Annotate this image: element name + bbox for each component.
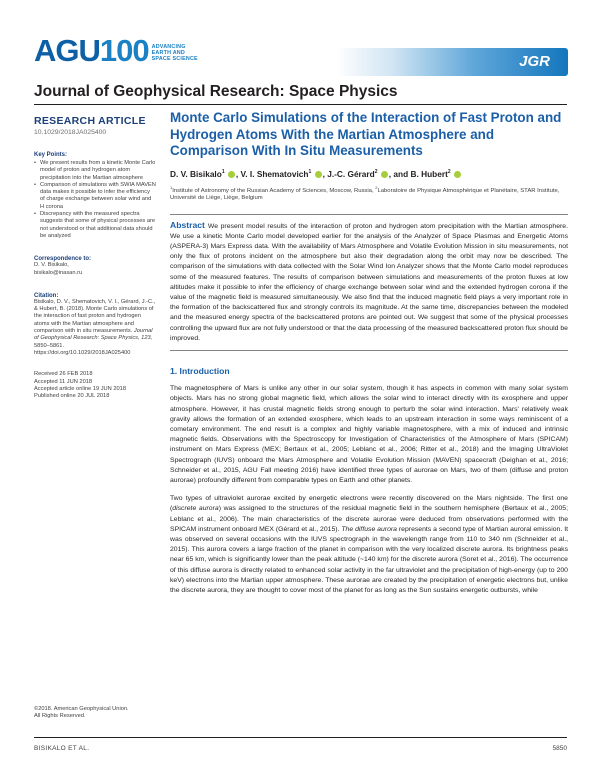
date-accepted-online: Accepted article online 19 JUN 2018 (34, 385, 127, 392)
doi[interactable]: 10.1029/2018JA025400 (34, 129, 107, 136)
footer-rule (34, 737, 567, 738)
affiliations: $^1$Institute of Astronomy of the Russian Academy of Sciences, Moscow, Russia, $^2$Laboratoire de Physique Atmosphérique et Planétaire, STAR Institute, Université de Liège, Liège, Belgium (170, 184, 560, 202)
author: D. V. Bisikalo (170, 168, 222, 179)
logo-wordmark: AGU100 (34, 33, 149, 68)
abstract-heading: Abstract (170, 219, 205, 230)
abstract-section (170, 214, 568, 351)
citation-heading: Citation: (34, 292, 59, 299)
jgr-badge: JGR (336, 48, 568, 76)
key-points-heading: Key Points: (34, 152, 68, 158)
footer-authors: BISIKALO ET AL. (34, 745, 90, 752)
agu100-logo (34, 33, 198, 68)
logo-tagline: ADVANCING EARTH AND SPACE SCIENCE (151, 44, 198, 62)
header-rule (34, 104, 567, 105)
paper-title: Monte Carlo Simulations of the Interaction of Fast Proton and Hydrogen Atoms With the Martian Atmosphere and Comparison With In Situ Measurements (170, 110, 562, 158)
key-point: • Comparison of simulations with SWIA MAVEN data makes it possible to infer the efficiency of charge exchange between solar wind and H corona (34, 182, 156, 211)
author-list: D. V. Bisikalo$^1$ , V. I. Shematovich$^1$ , J.-C. Gérard$^2$ , and B. Hubert$^2$ (170, 169, 568, 179)
section-heading: 1. Introduction (170, 366, 230, 377)
date-accepted: Accepted 11 JUN 2018 (34, 378, 93, 385)
correspondence-name: D. V. Bisikalo, (34, 262, 69, 269)
key-point: • We present results from a kinetic Monte Carlo model of proton and hydrogen atom precipitation into the Martian atmosphere (34, 160, 156, 182)
orcid-icon[interactable] (228, 171, 235, 178)
article-type: RESEARCH ARTICLE (34, 115, 146, 127)
history-dates (34, 371, 156, 400)
abstract-text: We present model results of the interaction of proton and hydrogen atom precipitation with the Martian atmosphere. We use a kinetic Monte Carlo model developed earlier for the analysis of the Analyzer of Space Plasmas and Energetic Atoms (ASPERA-3) Mars Express data. With the availability of Mars Atmosphere and Volatile Evolution Mission in situ measurements, not only the flux of protons incident on the atmosphere but also their degradation along the orbit may now be described. The comparison of the simulations with data collected with the Solar Wind Ion Analyzer shows that the Monte Carlo model reproduces some of the measured features. The results of comparison between simulations and measurements of the proton fluxes at low altitudes make it possible to infer the efficiency of charge exchange between solar wind and the extended hydrogen corona if the value of the magnetic field is measured simultaneously. We also find that the induced magnetic field plays a very important role in the formation of the backscattered flux and strongly controls its magnitude. At the same time, discrepancies between the modeled and the measured energy spectra of the backscattered protons are pointed out. We suggest that some of the physical processes controlling the upward flux are not fully understood or that the data processing of the measured backscattered proton flux should be improved. (170, 222, 568, 342)
date-published: Published online 20 JUL 2018 (34, 393, 110, 400)
main-content (170, 110, 568, 596)
paragraph: The magnetosphere of Mars is unlike any other in our solar system, though it has aspects in common with many solar system objects. Mars has no strong global magnetic field, which allows the solar wind to interact directly with its exosphere and upper atmosphere. However, it has crustal magnetic fields strong enough to perturb the solar wind interaction. Mars' relatively weak gravity allows the formation of an extended exosphere, which leads to an upstream interaction in some ways reminiscent of a cometary environment. The end result is a complex and highly variable magnetosphere, with a mix of induced and intrinsic magnetic fields. Observations with the Spectroscopy for Investigation of Characteristics of the Atmosphere of Mars (SPICAM) instrument on Mars Express (MEX; Bertaux et al., 2005; Leblanc et al., 2006; Ritter et al., 2018) and the Imaging UltraViolet Spectrograph (IUVS) onboard the Mars Atmosphere and Volatile Evolution Mission (MAVEN) spacecraft (Deighan et al., 2016; Schneider et al., 2015, AGU Fall meeting 2016) have identified three types of aurorae on Mars, two of them (diffuse and proton aurorae) profoundly different from comparable types on Earth and other planets. (170, 385, 568, 484)
correspondence-email[interactable]: bisikalo@inasan.ru (34, 269, 83, 276)
paragraph: Two types of ultraviolet aurorae excited by energetic electrons were recently discovered on the Mars nightside. The first one (discrete aurora) was assigned to the structures of the residual magnetic field in the southern hemisphere (Bertaux et al., 2005; Leblanc et al., 2006). The main characteristics of the discrete aurorae were deduced from observations performed with the SPICAM instrument onboard MEX (Gérard et al., 2015). The diffuse aurora represents a second type of Martian auroral emission. It was observed on several occasions with the IUVS spectrograph in the wavelength range from 110 to 340 nm (Schneider et al., 2015). This aurora covers a large fraction of the planet in comparison with the very localized discrete aurora. Its brightness peaks near 65 km, which is significantly lower than the peak altitude (~140 km) for the discrete aurora (Soret et al., 2016). The occurrence of this diffuse aurora is directly related to enhanced solar activity in the far ultraviolet and the precipitation of high-energy (up to 200 keV) electrons into the Martian upper atmosphere. These aurorae are created by the precipitation of energetic electrons but, unlike the discrete aurora, they are thought to cover most of the planet for as long as the Sun sustains energetic outbursts, while (170, 495, 568, 594)
page-number: 5850 (552, 745, 567, 752)
sidebar (34, 109, 156, 400)
orcid-icon[interactable] (315, 171, 322, 178)
author: B. Hubert (410, 168, 448, 179)
orcid-icon[interactable] (454, 171, 461, 178)
author: V. I. Shematovich (240, 168, 309, 179)
author: J.-C. Gérard (327, 168, 375, 179)
key-point: • Discrepancy with the measured spectra suggests that some of physical processes are not understood or that additional data should be analyzed (34, 211, 156, 240)
correspondence-heading: Correspondence to: (34, 256, 92, 263)
citation-text: Bisikalo, D. V., Shematovich, V. I., Gérard, J.-C., & Hubert, B. (2018). Monte Carlo simulations of the interaction of fast proton and hydrogen atoms with the Martian atmosphere and comparison with in situ measurements. Journal of Geophysical Research: Space Physics, 123, 5850–5861. https://doi.org/10.1029/2018JA025400 (34, 298, 156, 356)
journal-title: Journal of Geophysical Research: Space Physics (34, 83, 398, 100)
copyright: ©2018. American Geophysical Union. All Rights Reserved. (34, 706, 129, 720)
key-points-list (34, 160, 156, 240)
orcid-icon[interactable] (381, 171, 388, 178)
date-received: Received 26 FEB 2018 (34, 371, 93, 378)
